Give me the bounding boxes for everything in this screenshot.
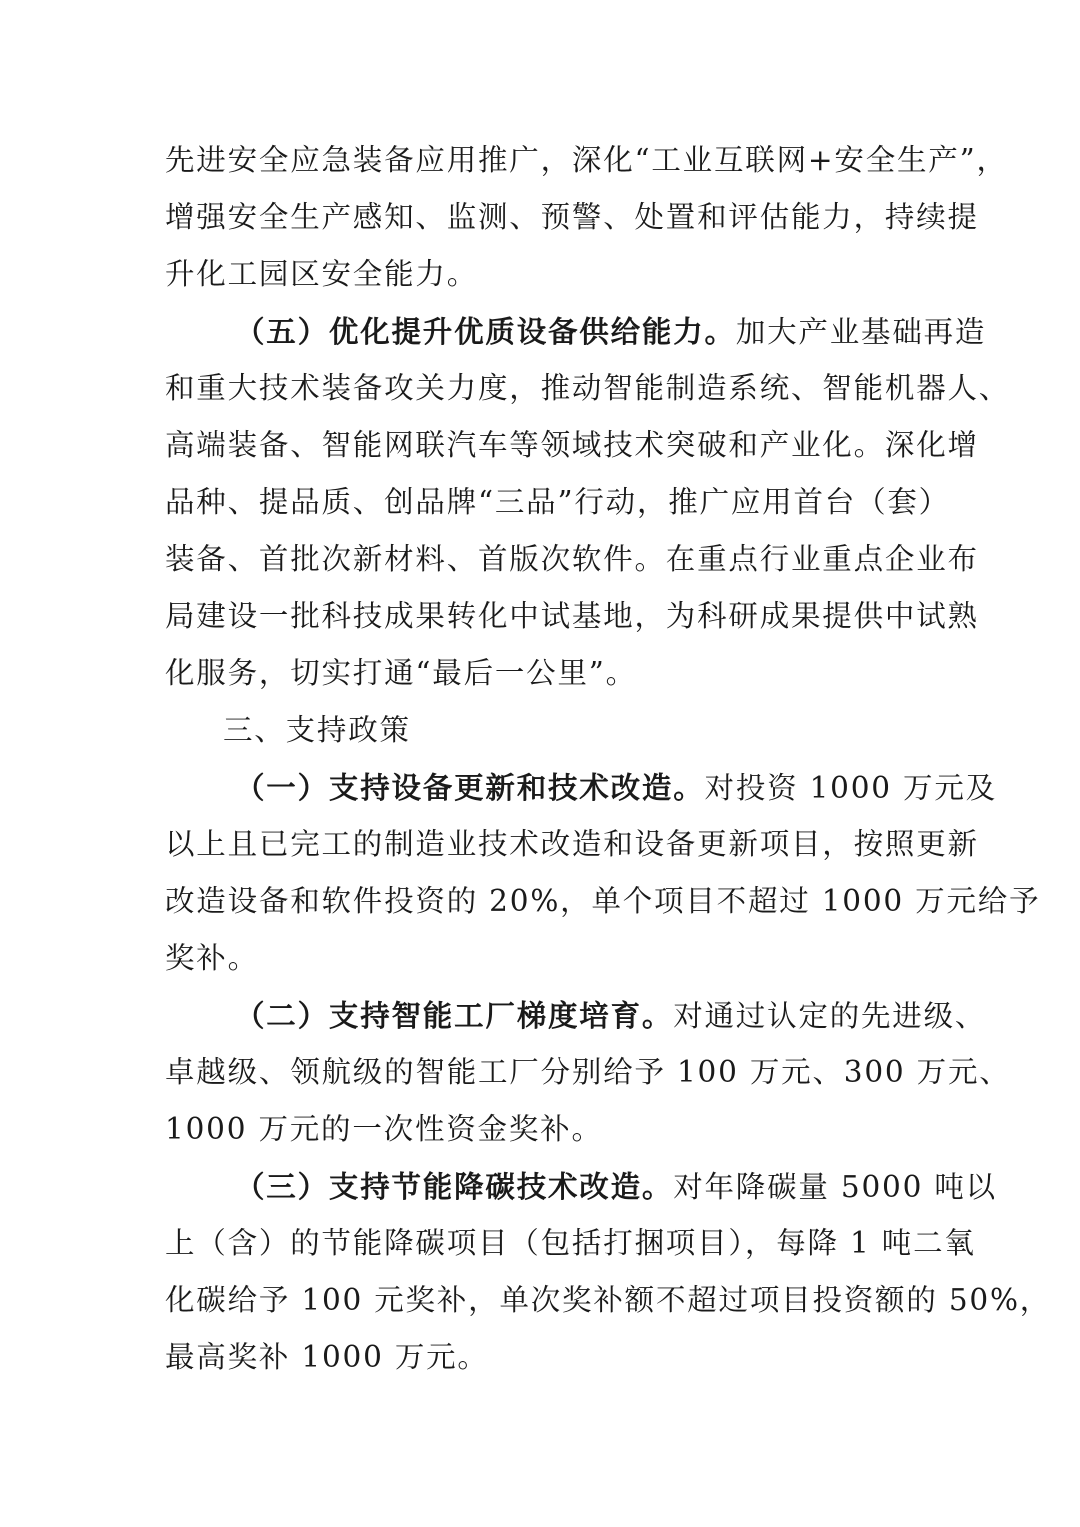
text-line-first bbox=[165, 303, 987, 360]
text-line: 和重大技术装备攻关力度，推动智能制造系统、智能机器人、 bbox=[165, 371, 1011, 405]
text-run: 对通过认定的先进级、 bbox=[673, 999, 987, 1033]
paragraph-item-5 bbox=[165, 303, 1011, 702]
text-line: 升化工园区安全能力。 bbox=[165, 257, 479, 291]
section-heading bbox=[165, 702, 917, 759]
text-line: 增强安全生产感知、监测、预警、处置和评估能力，持续提 bbox=[165, 200, 979, 234]
text-line: 以上且已完工的制造业技术改造和设备更新项目，按照更新 bbox=[165, 827, 979, 861]
text-line: 装备、首批次新材料、首版次软件。在重点行业重点企业布 bbox=[165, 542, 979, 576]
text-line: 化碳给予 100 元奖补，单次奖补额不超过项目投资额的 50%， bbox=[165, 1283, 1052, 1317]
text-run: 加大产业基础再造 bbox=[735, 315, 987, 349]
text-line: 最高奖补 1000 万元。 bbox=[165, 1340, 489, 1374]
section-title: 三、支持政策 bbox=[223, 713, 411, 747]
text-line: 局建设一批科技成果转化中试基地，为科研成果提供中试熟 bbox=[165, 599, 979, 633]
paragraph-item-3 bbox=[165, 1158, 1052, 1386]
paragraph-lead: （一）支持设备更新和技术改造。 bbox=[235, 770, 705, 805]
text-run: 对年降碳量 5000 吨以 bbox=[673, 1170, 997, 1204]
text-line: 品种、提品质、创品牌“三品”行动，推广应用首台（套） bbox=[165, 485, 950, 519]
text-line: 高端装备、智能网联汽车等领域技术突破和产业化。深化增 bbox=[165, 428, 979, 462]
text-line-first bbox=[165, 987, 987, 1044]
text-run: 对投资 1000 万元及 bbox=[704, 771, 997, 805]
document-body bbox=[165, 132, 1052, 1386]
text-line: 1000 万元的一次性资金奖补。 bbox=[165, 1112, 603, 1146]
paragraph-lead: （三）支持节能降碳技术改造。 bbox=[235, 1169, 674, 1204]
paragraph-item-1 bbox=[165, 759, 1041, 987]
text-line: 先进安全应急装备应用推广，深化“工业互联网+安全生产”， bbox=[165, 143, 1008, 177]
paragraph-lead: （五）优化提升优质设备供给能力。 bbox=[235, 314, 736, 349]
paragraph-item-2 bbox=[165, 987, 1011, 1158]
text-line: 上（含）的节能降碳项目（包括打捆项目），每降 1 吨二氧 bbox=[165, 1226, 976, 1260]
paragraph-continuation bbox=[165, 132, 1008, 303]
text-line-first bbox=[165, 759, 997, 816]
text-line-first bbox=[165, 1158, 997, 1215]
paragraph-lead: （二）支持智能工厂梯度培育。 bbox=[235, 998, 674, 1033]
text-line: 化服务，切实打通“最后一公里”。 bbox=[165, 656, 637, 690]
text-line: 改造设备和软件投资的 20%，单个项目不超过 1000 万元给予 bbox=[165, 884, 1041, 918]
text-line: 奖补。 bbox=[165, 941, 259, 975]
text-line: 卓越级、领航级的智能工厂分别给予 100 万元、300 万元、 bbox=[165, 1055, 1011, 1089]
